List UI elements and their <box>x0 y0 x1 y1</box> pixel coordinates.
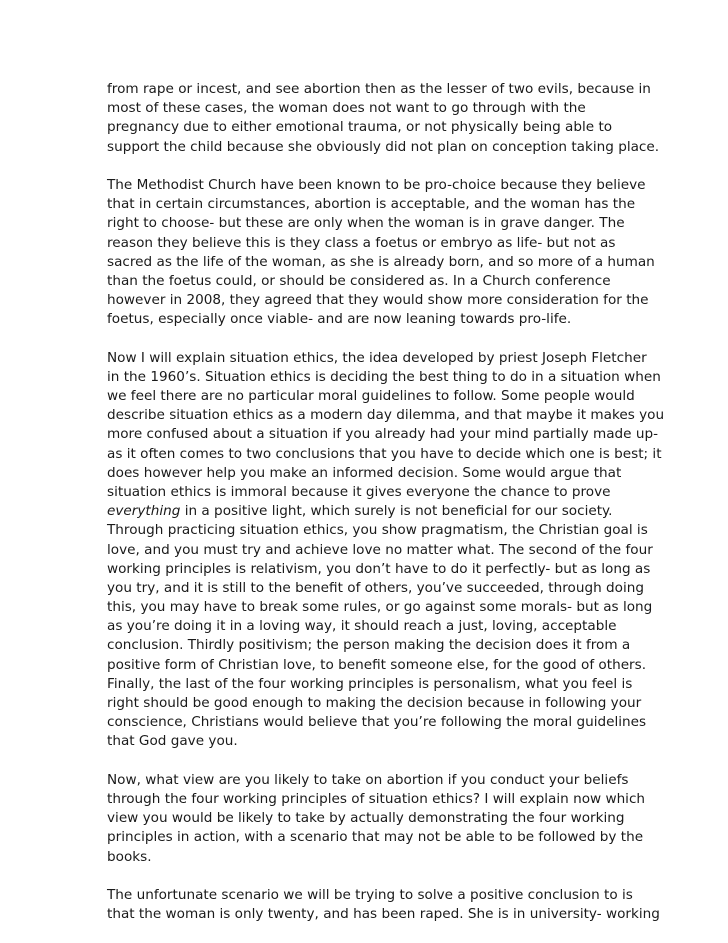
text-line: support the child because she obviously did not plan on conception taking place. <box>107 138 660 155</box>
text-fragment: in a positive light, which surely is not beneficial for our society. <box>180 503 613 520</box>
text-line: view you would be likely to take by actually demonstrating the four working <box>107 810 625 827</box>
paragraph-3 <box>107 349 665 752</box>
text-line: working principles is relativism, you don’t have to do it perfectly- but as long as <box>107 560 651 577</box>
text-line: principles in action, with a scenario that may not be able to be followed by the <box>107 829 644 846</box>
text-line: The unfortunate scenario we will be trying to solve a positive conclusion to is <box>107 886 633 903</box>
text-line: through the four working principles of situation ethics? I will explain now which <box>107 790 646 807</box>
paragraph-4 <box>107 771 646 867</box>
text-line: that the woman is only twenty, and has been raped. She is in university- working <box>107 906 660 923</box>
paragraph-2 <box>107 176 655 330</box>
text-line: than the foetus could, or should be considered as. In a Church conference <box>107 272 611 289</box>
text-line: you try, and it is still to the benefit of others, you’ve succeeded, through doing <box>107 579 644 596</box>
text-line: in the 1960’s. Situation ethics is deciding the best thing to do in a situation when <box>107 368 661 385</box>
text-line: Finally, the last of the four working principles is personalism, what you feel is <box>107 675 633 692</box>
text-line: right should be good enough to making the decision because in following your <box>107 695 642 711</box>
text-line: situation ethics is immoral because it gives everyone the chance to prove <box>107 483 611 500</box>
text-line: love, and you must try and achieve love no matter what. The second of the four <box>107 541 653 558</box>
text-line: sacred as the life of the woman, as she is already born, and so more of a human <box>107 253 655 270</box>
text-line: conscience, Christians would believe that you’re following the moral guidelines <box>107 714 647 731</box>
text-line: does however help you make an informed decision. Some would argue that <box>107 464 622 481</box>
text-line: as it often comes to two conclusions that you have to decide which one is best; it <box>107 445 662 462</box>
text-line: as you’re doing it in a loving way, it should reach a just, loving, acceptable <box>107 618 617 635</box>
text-line: positive form of Christian love, to benefit someone else, for the good of others. <box>107 656 647 673</box>
text-line: most of these cases, the woman does not want to go through with the <box>107 100 586 117</box>
text-line-with-emphasis <box>107 502 627 521</box>
text-line: however in 2008, they agreed that they would show more consideration for the <box>107 292 649 309</box>
text-line: more confused about a situation if you already had your mind partially made up- <box>107 426 658 443</box>
text-line: we feel there are no particular moral guidelines to follow. Some people would <box>107 388 635 404</box>
text-line: from rape or incest, and see abortion then as the lesser of two evils, because in <box>107 81 651 97</box>
paragraph-1 <box>107 80 660 157</box>
document-body <box>107 80 665 943</box>
text-line: Through practicing situation ethics, you show pragmatism, the Christian goal is <box>107 522 648 539</box>
text-line: The Methodist Church have been known to be pro-choice because they believe <box>107 176 646 193</box>
text-line: describe situation ethics as a modern day dilemma, and that maybe it makes you <box>107 407 665 424</box>
text-line: books. <box>107 848 152 865</box>
text-line: Now, what view are you likely to take on abortion if you conduct your beliefs <box>107 771 629 788</box>
text-line: that in certain circumstances, abortion is acceptable, and the woman has the <box>107 196 636 213</box>
text-line: reason they believe this is they class a foetus or embryo as life- but not as <box>107 234 616 251</box>
emphasized-word: everything <box>107 503 181 520</box>
text-line: conclusion. Thirdly positivism; the person making the decision does it from a <box>107 637 631 654</box>
text-line: Now I will explain situation ethics, the idea developed by priest Joseph Fletcher <box>107 349 647 366</box>
text-line: pregnancy due to either emotional trauma, or not physically being able to <box>107 119 613 136</box>
text-line: this, you may have to break some rules, or go against some morals- but as long <box>107 599 653 616</box>
text-line: that God gave you. <box>107 733 238 750</box>
paragraph-5 <box>107 886 660 924</box>
text-line: right to choose- but these are only when the woman is in grave danger. The <box>107 215 625 232</box>
text-line: foetus, especially once viable- and are now leaning towards pro-life. <box>107 311 572 328</box>
